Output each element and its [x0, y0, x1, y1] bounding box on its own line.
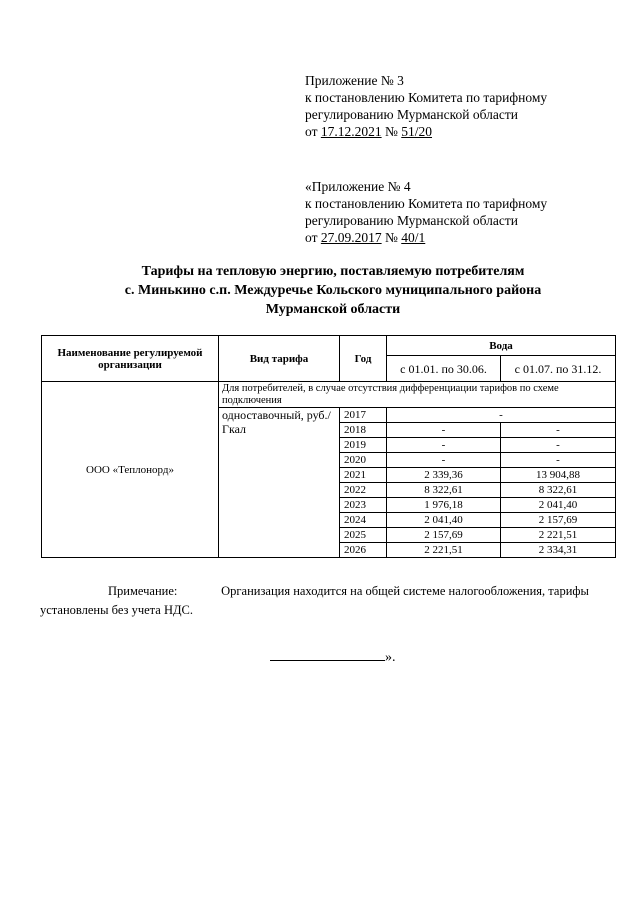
appendix-3-header	[305, 72, 547, 140]
consumer-note: Для потребителей, в случае отсутствия дифференциации тарифов по схеме подключения	[219, 382, 616, 408]
appendix-3-number: 51/20	[401, 124, 433, 139]
document-title	[40, 262, 626, 319]
year-cell: 2025	[340, 528, 387, 543]
appendix-4-title: «Приложение № 4	[305, 179, 411, 194]
value-cell-period-2: 13 904,88	[501, 468, 616, 483]
value-cell-period-2: -	[501, 438, 616, 453]
year-cell: 2017	[340, 408, 387, 423]
value-cell-period-1: 2 157,69	[387, 528, 501, 543]
value-cell-period-2: 2 334,31	[501, 543, 616, 558]
note-text: Организация находится на общей системе налогообложения, тарифы установлены без учета НДС.	[40, 584, 589, 617]
value-cell-period-2: 2 157,69	[501, 513, 616, 528]
value-cell-period-2: 8 322,61	[501, 483, 616, 498]
value-cell-merged: -	[387, 408, 616, 423]
closing-quote: ».	[385, 650, 396, 665]
year-cell: 2024	[340, 513, 387, 528]
appendix-4-date-line	[305, 229, 547, 246]
signature-line	[270, 660, 385, 661]
tariff-table	[41, 335, 616, 558]
value-cell-period-1: -	[387, 453, 501, 468]
value-cell-period-2: -	[501, 453, 616, 468]
closing	[270, 650, 396, 666]
header-year: Год	[340, 336, 387, 382]
appendix-4-date: 27.09.2017	[320, 230, 382, 245]
appendix-3-line2: к постановлению Комитета по тарифному	[305, 90, 548, 105]
value-cell-period-1: -	[387, 423, 501, 438]
year-cell: 2021	[340, 468, 387, 483]
appendix-3-num-sign: №	[384, 124, 398, 139]
year-cell: 2018	[340, 423, 387, 438]
appendix-4-number: 40/1	[401, 230, 426, 245]
year-cell: 2020	[340, 453, 387, 468]
appendix-4-header	[305, 178, 547, 246]
value-cell-period-2: -	[501, 423, 616, 438]
value-cell-period-1: 2 339,36	[387, 468, 501, 483]
value-cell-period-1: -	[387, 438, 501, 453]
appendix-3-date: 17.12.2021	[320, 124, 382, 139]
year-cell: 2019	[340, 438, 387, 453]
title-line-3: Мурманской области	[265, 302, 401, 317]
note	[40, 582, 625, 620]
header-period-1: с 01.01. по 30.06.	[387, 356, 501, 382]
year-cell: 2022	[340, 483, 387, 498]
header-period-2: с 01.07. по 31.12.	[501, 356, 616, 382]
appendix-3-date-line	[305, 123, 547, 140]
value-cell-period-1: 1 976,18	[387, 498, 501, 513]
appendix-4-line2: к постановлению Комитета по тарифному	[305, 196, 548, 211]
title-line-2: с. Минькино с.п. Междуречье Кольского муниципального района	[124, 283, 542, 298]
tariff-type-cell: одноставочный, руб./Гкал	[219, 408, 340, 558]
year-cell: 2026	[340, 543, 387, 558]
title-line-1: Тарифы на тепловую энергию, поставляемую потребителям	[141, 264, 525, 279]
value-cell-period-2: 2 041,40	[501, 498, 616, 513]
appendix-3-prefix: от	[305, 124, 318, 139]
value-cell-period-1: 2 041,40	[387, 513, 501, 528]
note-label: Примечание:	[108, 584, 178, 598]
organization-name: ООО «Теплонорд»	[42, 382, 219, 558]
appendix-4-line3: регулированию Мурманской области	[305, 213, 518, 228]
value-cell-period-2: 2 221,51	[501, 528, 616, 543]
value-cell-period-1: 2 221,51	[387, 543, 501, 558]
appendix-4-prefix: от	[305, 230, 318, 245]
appendix-3-title: Приложение № 3	[305, 73, 404, 88]
header-tariff-type: Вид тарифа	[219, 336, 340, 382]
appendix-4-num-sign: №	[384, 230, 398, 245]
header-water: Вода	[387, 336, 616, 356]
appendix-3-line3: регулированию Мурманской области	[305, 107, 518, 122]
year-cell: 2023	[340, 498, 387, 513]
header-org: Наименование регулируемой организации	[42, 336, 219, 382]
value-cell-period-1: 8 322,61	[387, 483, 501, 498]
